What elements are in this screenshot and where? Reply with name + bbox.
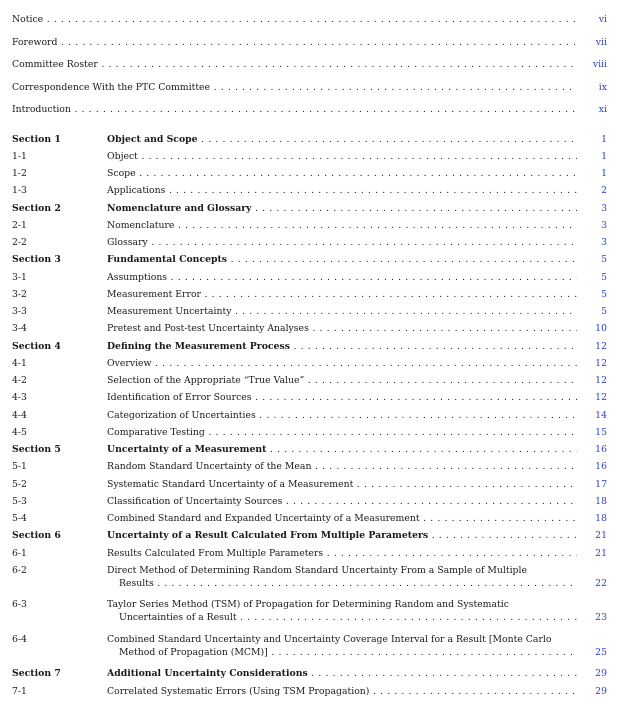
toc-entry-title: Foreword . . .: [12, 36, 577, 49]
entry-number: 5-2: [12, 478, 27, 490]
section-title: Fundamental Concepts . . .: [107, 253, 577, 266]
toc-entry[interactable]: [12, 357, 607, 374]
section-title: Nomenclature and Glossary . . .: [107, 202, 577, 215]
toc-section-2[interactable]: [12, 202, 607, 219]
section-title: Additional Uncertainty Considerations . . .: [107, 667, 577, 680]
entry-number: 5-4: [12, 513, 27, 524]
toc-page-link[interactable]: vi: [598, 14, 607, 25]
toc-page-link[interactable]: 17: [595, 478, 607, 490]
toc-entry[interactable]: [12, 598, 607, 633]
toc-entry[interactable]: [12, 460, 607, 477]
toc-page-link[interactable]: 29: [595, 685, 607, 697]
entry-number: 1-1: [12, 150, 27, 162]
entry-title: Comparative Testing . . .: [107, 426, 577, 439]
entry-title-line-1: Combined Standard Uncertainty and Uncertainty Coverage Interval for a Result [Monte Carlo: [107, 633, 552, 645]
section-title: Object and Scope . . .: [107, 133, 577, 146]
toc-page-link[interactable]: vii: [595, 36, 607, 48]
section-title: Uncertainty of a Measurement . . .: [107, 443, 577, 456]
toc-page-link[interactable]: 10: [595, 323, 607, 335]
toc-entry[interactable]: [12, 391, 607, 408]
toc-entry[interactable]: [12, 236, 607, 253]
entry-number: 4-2: [12, 375, 27, 386]
entry-number: 6-2: [12, 564, 27, 576]
entry-title: Random Standard Uncertainty of the Mean . . .: [107, 460, 577, 473]
toc-entry-title: Committee Roster . . .: [12, 58, 577, 71]
entry-title: Systematic Standard Uncertainty of a Measurement . . .: [107, 478, 577, 491]
toc-entry[interactable]: [12, 167, 607, 184]
entry-title: Overview . . .: [107, 357, 577, 370]
toc-entry[interactable]: [12, 184, 607, 201]
entry-title: Selection of the Appropriate “True Value” . . .: [107, 374, 577, 387]
entry-number: 2-2: [12, 237, 27, 248]
toc-page-link[interactable]: 5: [601, 254, 607, 266]
entry-number: 4-4: [12, 409, 27, 421]
toc-entry[interactable]: [12, 478, 607, 495]
toc-page-link[interactable]: 12: [595, 357, 607, 369]
toc-entry[interactable]: [12, 633, 607, 668]
toc-page-link[interactable]: 5: [601, 306, 607, 317]
toc-entry[interactable]: [12, 305, 607, 322]
section-number: Section 1: [12, 133, 61, 145]
toc-section-4[interactable]: [12, 340, 607, 357]
toc-page-link[interactable]: xi: [598, 104, 607, 115]
toc-entry-title: Introduction . . .: [12, 103, 577, 116]
entry-title: Correlated Systematic Errors (Using TSM Propagation) . . .: [107, 685, 577, 698]
toc-page-link[interactable]: 14: [595, 409, 607, 421]
entry-number: 5-1: [12, 461, 27, 473]
toc-page-link[interactable]: 12: [595, 340, 607, 352]
toc-section-1[interactable]: [12, 133, 607, 150]
toc-entry-committee-roster[interactable]: [12, 58, 607, 81]
toc-page-link[interactable]: 16: [595, 461, 607, 473]
toc-entry[interactable]: [12, 564, 607, 599]
toc-page-link[interactable]: 15: [595, 426, 607, 438]
toc-entry[interactable]: [12, 322, 607, 339]
toc-entry[interactable]: [12, 374, 607, 391]
toc-section-6[interactable]: [12, 529, 607, 546]
toc-page-link[interactable]: 3: [601, 219, 607, 231]
toc-page-link[interactable]: 1: [601, 168, 607, 179]
entry-number: 3-3: [12, 306, 27, 317]
toc-page-link[interactable]: 5: [601, 271, 607, 283]
entry-title-line-1: Direct Method of Determining Random Standard Uncertainty From a Sample of Multiple: [107, 564, 527, 576]
section-number: Section 4: [12, 340, 61, 352]
entry-title-line-1: Taylor Series Method (TSM) of Propagation for Determining Random and Systematic: [107, 599, 509, 611]
entry-number: 3-4: [12, 323, 27, 335]
toc-page-link[interactable]: 22: [595, 577, 607, 589]
toc-page-link[interactable]: 1: [601, 133, 607, 145]
entry-number: 3-1: [12, 271, 27, 283]
entry-number: 4-1: [12, 357, 27, 369]
toc-section-7[interactable]: [12, 667, 607, 684]
toc-entry[interactable]: [12, 150, 607, 167]
toc-page-link[interactable]: 18: [595, 495, 607, 507]
entry-title: Measurement Error . . .: [107, 288, 577, 301]
entry-number: 2-1: [12, 219, 27, 231]
toc-page-link[interactable]: 21: [595, 547, 607, 559]
entry-title: Nomenclature . . .: [107, 219, 577, 232]
entry-title: Applications . . .: [107, 184, 577, 197]
toc-page-link[interactable]: viii: [592, 59, 607, 70]
entry-number: 7-1: [12, 685, 27, 697]
toc-entry[interactable]: [12, 271, 607, 288]
toc-entry-title: Correspondence With the PTC Committee . . .: [12, 81, 577, 94]
toc-page-link[interactable]: 21: [595, 530, 607, 542]
toc-section-5[interactable]: [12, 443, 607, 460]
toc-page-link[interactable]: ix: [598, 81, 607, 93]
toc-entry[interactable]: [12, 409, 607, 426]
toc-page-link[interactable]: 3: [601, 202, 607, 214]
entry-title: Combined Standard and Expanded Uncertainty of a Measurement . . .: [107, 512, 577, 525]
toc-entry-foreword[interactable]: [12, 36, 607, 59]
toc-entry[interactable]: [12, 219, 607, 236]
toc-entry[interactable]: [12, 547, 607, 564]
entry-number: 1-3: [12, 185, 27, 197]
section-number: Section 3: [12, 254, 61, 266]
toc-page-link[interactable]: 16: [595, 444, 607, 455]
toc-page-link[interactable]: 2: [601, 185, 607, 197]
toc-entry-notice[interactable]: [12, 13, 607, 36]
entry-title: Assumptions . . .: [107, 271, 577, 284]
entry-number: 4-3: [12, 392, 27, 404]
entry-title-line-2: Results . . .: [107, 577, 577, 590]
toc-entry[interactable]: [12, 426, 607, 443]
entry-title: Results Calculated From Multiple Parameters . . .: [107, 547, 577, 560]
entry-title-line-2: Uncertainties of a Result . . .: [107, 611, 577, 624]
entry-title: Object . . .: [107, 150, 577, 163]
section-number: Section 5: [12, 444, 61, 455]
entry-title-line-2: Method of Propagation (MCM)] . . .: [107, 646, 577, 659]
table-of-contents: [12, 13, 607, 702]
toc-page-link[interactable]: 12: [595, 375, 607, 386]
toc-page-link[interactable]: 5: [601, 288, 607, 300]
entry-number: 1-2: [12, 168, 27, 179]
entry-title: Pretest and Post-test Uncertainty Analyses . . .: [107, 322, 577, 335]
toc-entry-correspondence[interactable]: [12, 81, 607, 104]
entry-title: Categorization of Uncertainties . . .: [107, 409, 577, 422]
entry-number: 4-5: [12, 426, 27, 438]
toc-entry[interactable]: [12, 495, 607, 512]
section-number: Section 7: [12, 668, 61, 680]
entry-number: 6-4: [12, 633, 27, 645]
toc-page-link[interactable]: 29: [595, 668, 607, 680]
section-number: Section 6: [12, 530, 61, 542]
entry-number: 5-3: [12, 495, 27, 507]
toc-entry[interactable]: [12, 685, 607, 702]
toc-entry-introduction[interactable]: [12, 103, 607, 126]
section-title: Defining the Measurement Process . . .: [107, 340, 577, 353]
entry-number: 3-2: [12, 288, 27, 300]
toc-page-link[interactable]: 23: [595, 612, 607, 624]
section-number: Section 2: [12, 202, 61, 214]
section-title: Uncertainty of a Result Calculated From Multiple Parameters . . .: [107, 529, 577, 542]
toc-entry[interactable]: [12, 512, 607, 529]
toc-page-link[interactable]: 1: [601, 150, 607, 162]
toc-page-link[interactable]: 3: [601, 237, 607, 248]
entry-number: 6-1: [12, 547, 27, 559]
toc-page-link[interactable]: 25: [595, 646, 607, 658]
entry-title: Identification of Error Sources . . .: [107, 391, 577, 404]
entry-title: Classification of Uncertainty Sources . . .: [107, 495, 577, 508]
entry-number: 6-3: [12, 599, 27, 611]
entry-title: Scope . . .: [107, 167, 577, 180]
toc-page-link[interactable]: 12: [595, 392, 607, 404]
toc-entry-title: Notice . . .: [12, 13, 577, 26]
toc-entry[interactable]: [12, 288, 607, 305]
toc-page-link[interactable]: 18: [595, 513, 607, 524]
toc-section-3[interactable]: [12, 253, 607, 270]
entry-title: Measurement Uncertainty . . .: [107, 305, 577, 318]
entry-title: Glossary . . .: [107, 236, 577, 249]
spacer: [12, 126, 607, 133]
